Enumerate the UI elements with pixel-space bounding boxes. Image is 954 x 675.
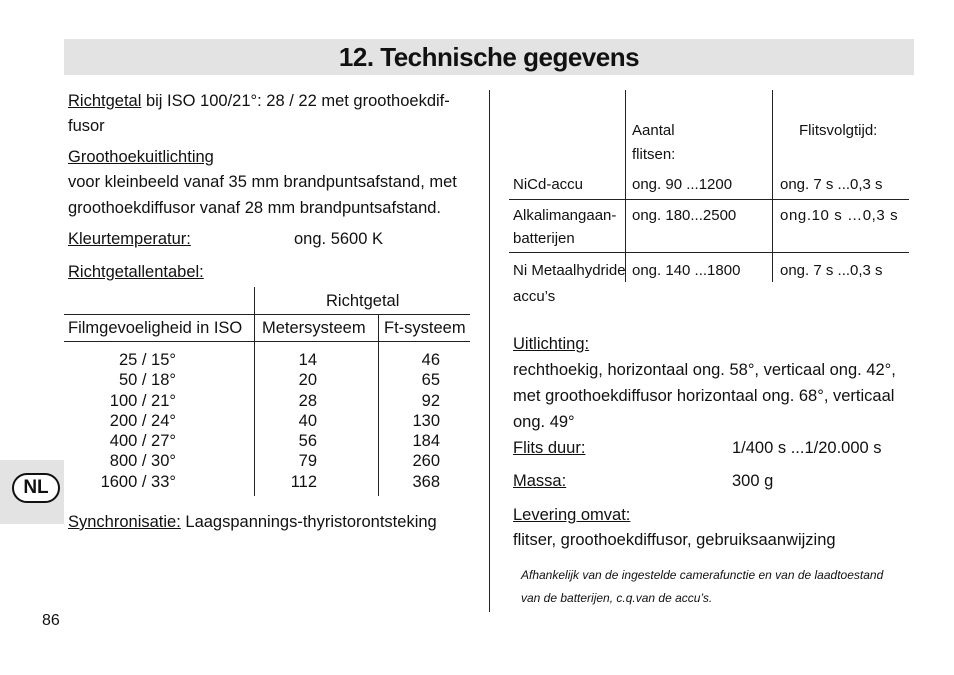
col-header-iso: Filmgevoeligheid in ISO: [68, 319, 243, 337]
row3-volg: ong. 7 s ...0,3 s: [780, 262, 883, 279]
table-hline-2: [64, 341, 470, 342]
col-header-ft: Ft-systeem: [384, 319, 466, 337]
rtable-vline-1: [625, 90, 626, 282]
page-number: 86: [42, 612, 60, 629]
meter-cell: 28: [298, 391, 317, 410]
groothoek-line-2: groothoekdiffusor vanaf 28 mm brandpuntsafstand.: [68, 199, 442, 217]
iso-cell: 400 / 27°: [109, 432, 176, 451]
uitlichting-line-2: met groothoekdiffusor horizontaal ong. 68°, verticaal: [513, 387, 895, 405]
column-divider: [489, 90, 490, 612]
kleur-label: Kleurtemperatur:: [68, 230, 191, 248]
meter-column: [250, 350, 317, 492]
richtgetal-text-2: fusor: [68, 117, 105, 135]
duur-label: Flits duur:: [513, 439, 586, 457]
col-header-aantal-2: flitsen:: [632, 146, 676, 163]
meter-cell: 20: [298, 371, 317, 390]
kleur-value: ong. 5600 K: [294, 230, 383, 248]
iso-cell: 200 / 24°: [109, 411, 176, 430]
uitlichting-line-1: rechthoekig, horizontaal ong. 58°, verticaal ong. 42°,: [513, 361, 896, 379]
page-title: 12. Technische gegevens: [338, 41, 640, 72]
row2-label-2: batterijen: [513, 230, 575, 247]
ft-cell: 92: [421, 391, 440, 410]
iso-column: [60, 350, 176, 492]
row1-volg: ong. 7 s ...0,3 s: [780, 176, 883, 193]
row1-aantal: ong. 90 ...1200: [632, 176, 733, 193]
footnote-line-2: van de batterijen, c.q.van de accu’s.: [521, 591, 713, 605]
sync-label: Synchronisatie:: [68, 513, 181, 531]
ft-cell: 46: [421, 351, 440, 369]
row3-label-1: Ni Metaalhydride: [513, 262, 626, 279]
richtgetal-text: bij ISO 100/21°: 28 / 22 met groothoekdif-: [141, 92, 450, 110]
row1-label: NiCd-accu: [513, 176, 584, 193]
row2-volg: ong.10 s …0,3 s: [780, 207, 899, 224]
tabel-label: Richtgetallentabel:: [68, 263, 204, 281]
ft-cell: 368: [412, 472, 440, 491]
meter-cell: 40: [298, 411, 317, 430]
richtgetal-label: Richtgetal: [68, 92, 142, 110]
row3-aantal: ong. 140 ...1800: [632, 262, 741, 279]
col-header-meter: Metersysteem: [262, 319, 366, 337]
meter-cell: 79: [298, 452, 317, 471]
uitlichting-line-3: ong. 49°: [513, 413, 575, 431]
row2-label-1: Alkalimangaan-: [513, 207, 617, 224]
iso-cell: 1600 / 33°: [100, 472, 176, 491]
title-bar: [64, 39, 914, 75]
language-badge: NL: [12, 473, 60, 503]
meter-cell: 56: [298, 432, 317, 451]
rtable-hline-1: [509, 199, 909, 200]
levering-label: Levering omvat:: [513, 506, 631, 524]
rtable-vline-2: [772, 90, 773, 282]
ft-cell: 184: [412, 432, 440, 451]
levering-value: flitser, groothoekdiffusor, gebruiksaanwijzing: [513, 531, 836, 549]
rtable-hline-2: [509, 252, 909, 253]
duur-value: 1/400 s ...1/20.000 s: [732, 439, 882, 457]
iso-cell: 100 / 21°: [109, 391, 176, 410]
groothoek-line-1: voor kleinbeeld vanaf 35 mm brandpuntsafstand, met: [68, 173, 457, 191]
ft-cell: 260: [412, 452, 440, 471]
sync-line: [68, 509, 437, 535]
groothoek-label: Groothoekuitlichting: [68, 148, 214, 166]
meter-cell: 112: [290, 472, 317, 491]
massa-label: Massa:: [513, 472, 567, 490]
sync-value: Laagspannings-thyristorontsteking: [180, 513, 437, 531]
row2-aantal: ong. 180...2500: [632, 207, 737, 224]
footnote-line-1: Afhankelijk van de ingestelde camerafunctie en van de laadtoestand: [521, 568, 884, 582]
row3-label-2: accu’s: [513, 288, 556, 305]
richtgetal-line: [68, 88, 450, 114]
meter-cell: 14: [298, 351, 317, 369]
ft-cell: 130: [412, 411, 440, 430]
ft-column: [380, 350, 440, 492]
iso-cell: 25 / 15°: [118, 351, 176, 369]
ft-cell: 65: [421, 371, 440, 390]
iso-cell: 50 / 18°: [118, 371, 176, 390]
uitlichting-label: Uitlichting:: [513, 335, 590, 353]
iso-cell: 800 / 30°: [109, 452, 176, 471]
table-group-header: Richtgetal: [326, 292, 400, 310]
col-header-volg: Flitsvolgtijd:: [799, 122, 878, 139]
massa-value: 300 g: [732, 472, 774, 490]
col-header-aantal-1: Aantal: [632, 122, 675, 139]
